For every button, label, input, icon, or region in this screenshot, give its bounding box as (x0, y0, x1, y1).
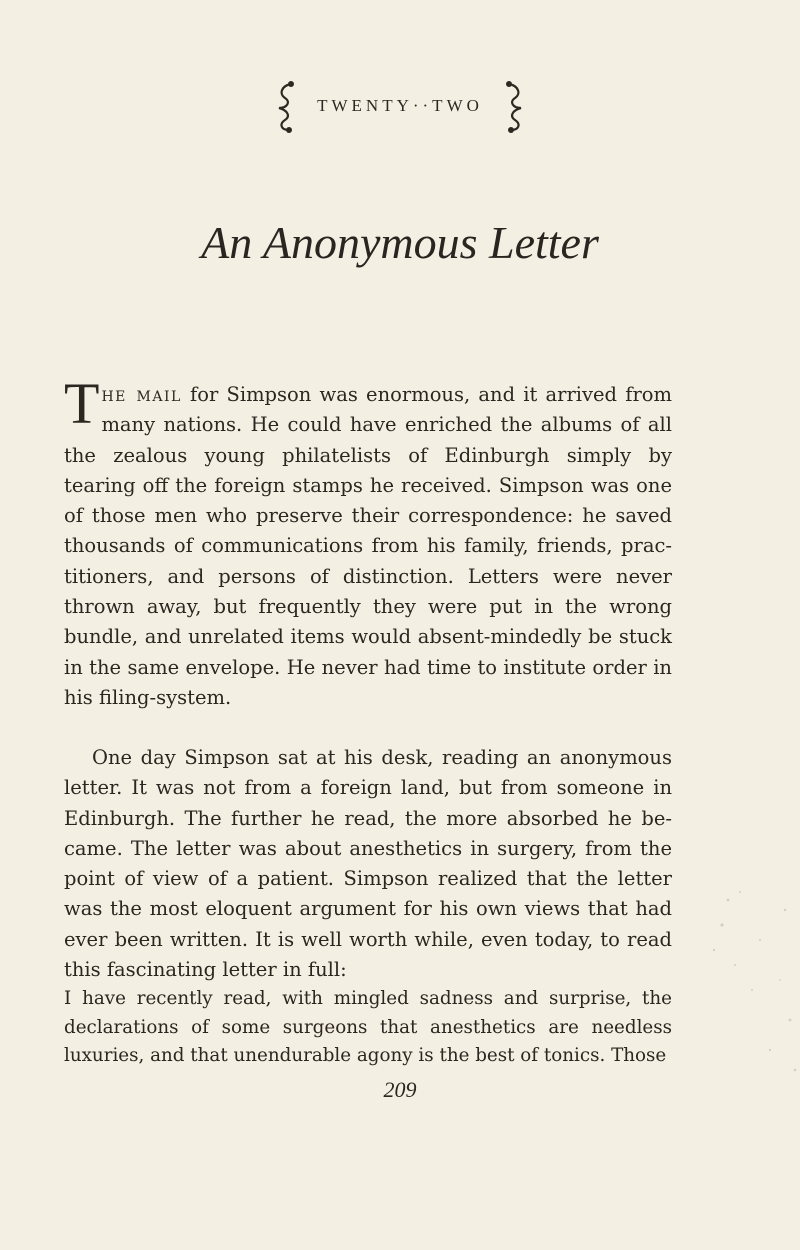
opening-small-caps: he mail (101, 383, 182, 406)
drop-cap: T (64, 371, 100, 436)
left-ornament-icon (269, 78, 299, 134)
right-ornament-icon (501, 78, 531, 134)
chapter-heading (0, 78, 800, 134)
paragraph-1-text: for Simpson was enormous, and it arrived from many nations. He could have enriched the albums of all the zealous young philatelists of Edinburgh simply by tearing off the foreign stamps he received. Simpson was one of those men who preserve their correspondence: he saved thousands of communications from his family, friends, practitioners, and persons of distinction. Letters were never thrown away, but frequently they were put in the wrong bundle, and unrelated items would absent-mindedly be stuck in the same envelope. He never had time to institute order in his filing-system. (64, 383, 672, 709)
paragraph-1 (64, 371, 672, 713)
quoted-letter: I have recently read, with mingled sadness and surprise, the declarations of some surgeons that anesthetics are needless luxuries, and that unendurable agony is the best of tonics. Those (64, 988, 672, 1066)
paper-stain-decoration (700, 870, 800, 1100)
page-number: 209 (383, 1077, 417, 1102)
chapter-title: An Anonymous Letter (201, 217, 599, 268)
chapter-number: TWENTY··TWO (317, 96, 483, 115)
paragraph-2: One day Simpson sat at his desk, reading an anonymous letter. It was not from a foreign land, but from someone in Edinburgh. The further he read, the more absorbed he became. The letter was about anesthetics in surgery, from the point of view of a patient. Simpson realized that the letter was the most eloquent argument for his own views that had ever been written. It is well worth while, even today, to read this fascinating letter in full: (64, 746, 672, 982)
